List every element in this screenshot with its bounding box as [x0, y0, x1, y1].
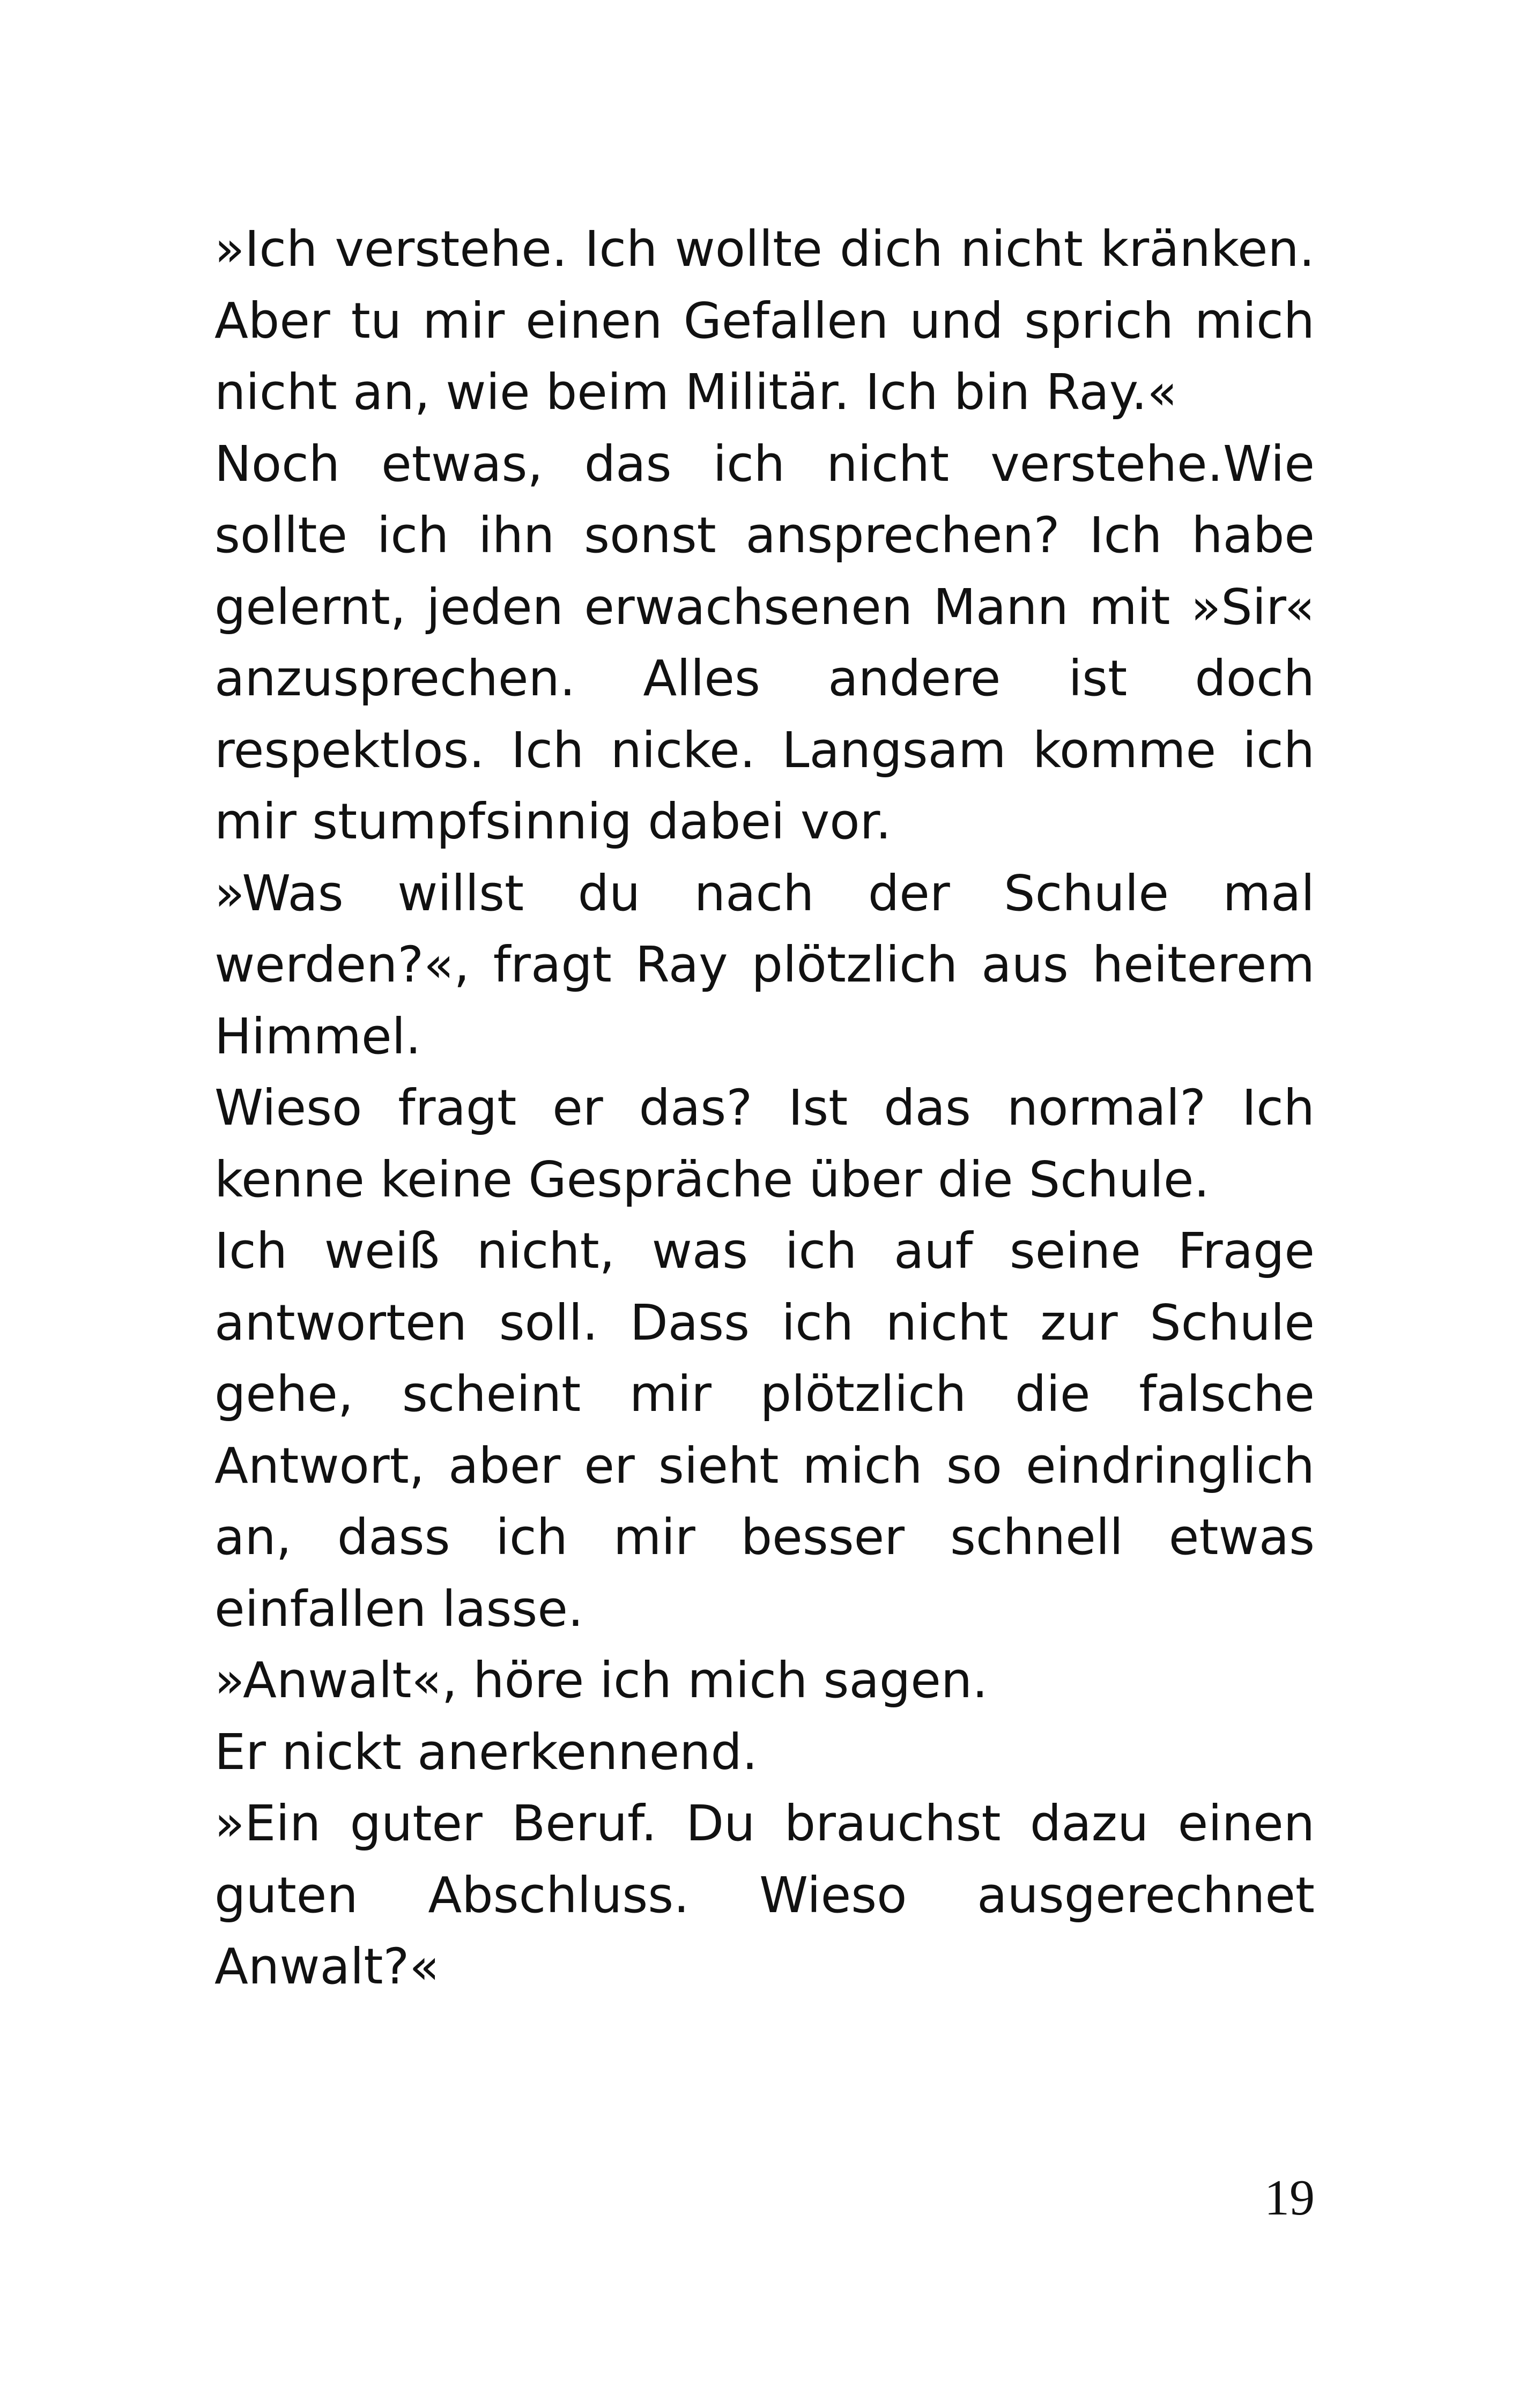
body-text [214, 213, 1315, 2003]
paragraph: »Was willst du nach der Schule mal werden?«, fragt Ray plötzlich aus heiterem Himmel. [214, 864, 1315, 1065]
paragraph: Noch etwas, das ich nicht verstehe.Wie sollte ich ihn sonst ansprechen? Ich habe gelernt, jeden erwachsenen Mann mit »Sir« anzusprechen. Alles andere ist doch respektlos. Ich nicke. Langsam komme ich mir stumpfsinnig dabei vor. [214, 435, 1315, 850]
paragraph: Er nickt anerkennend. [214, 1723, 758, 1781]
paragraph: »Ein guter Beruf. Du brauchst dazu einen guten Abschluss. Wieso ausgerechnet Anwalt?« [214, 1795, 1315, 1995]
paragraph: Ich weiß nicht, was ich auf seine Frage antworten soll. Dass ich nicht zur Schule gehe, scheint mir plötzlich die falsche Antwort, aber er sieht mich so eindringlich an, dass ich mir besser schnell etwas einfallen lasse. [214, 1222, 1315, 1638]
paragraph: »Anwalt«, höre ich mich sagen. [214, 1652, 988, 1709]
paragraph: Wieso fragt er das? Ist das normal? Ich kenne keine Gespräche über die Schule. [214, 1079, 1315, 1208]
paragraph: »Ich verstehe. Ich wollte dich nicht kränken. Aber tu mir einen Gefallen und sprich mich nicht an, wie beim Militär. Ich bin Ray.« [214, 220, 1315, 421]
page-number: 19 [1264, 2170, 1315, 2226]
